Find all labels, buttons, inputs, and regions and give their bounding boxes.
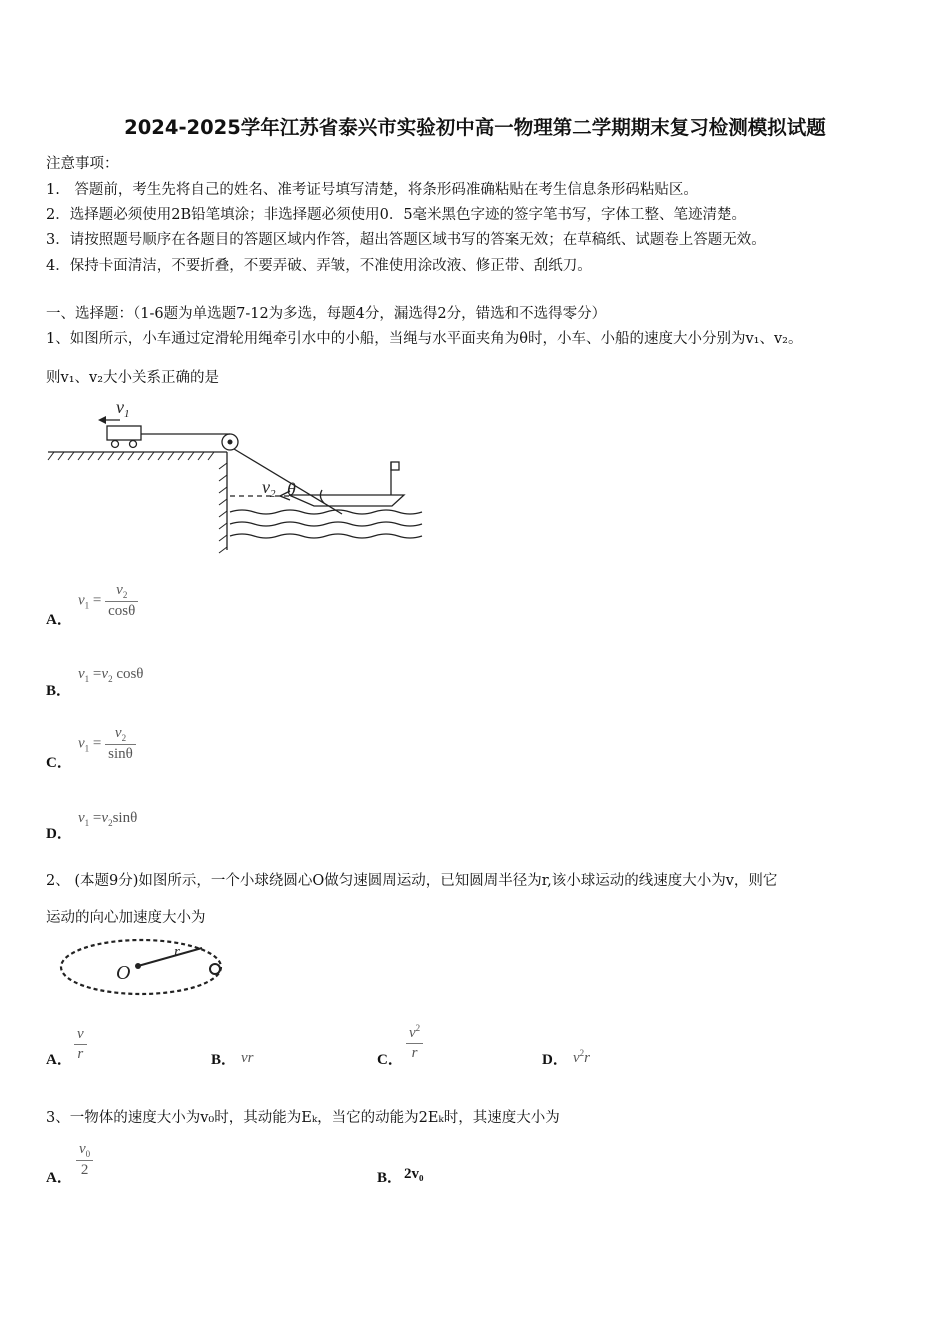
option-b-formula[interactable]: vr <box>241 1050 254 1066</box>
v1-label: v <box>116 397 124 417</box>
notice-item: 3．请按照题号顺序在各题目的答题区域内作答，超出答题区域书写的答案无效；在草稿纸、试题卷上答题无效。 <box>46 232 766 248</box>
option-c-formula[interactable]: $\frac{v^2}{r}$ <box>406 1023 423 1062</box>
svg-text:v1: $v_1$ <box>116 397 130 420</box>
option-b-formula[interactable]: 2v₀ <box>404 1166 424 1182</box>
option-label: B． <box>46 683 72 699</box>
option-d-formula[interactable]: $v_1 =v_2\sin\theta$ <box>78 810 138 828</box>
option-label: B． <box>377 1170 403 1186</box>
question-1-stem: 1、如图所示，小车通过定滑轮用绳牵引水中的小船，当绳与水平面夹角为θ时，小车、小船的速度大小分别为v₁、v₂。 <box>46 331 803 347</box>
option-a-formula[interactable]: $\frac{v_0}{2}$ <box>76 1141 93 1179</box>
notice-item: 4．保持卡面清洁，不要折叠，不要弄破、弄皱，不准使用涂改液、修正带、刮纸刀。 <box>46 258 592 274</box>
option-label: C． <box>46 755 72 771</box>
radius-label: r <box>174 944 180 960</box>
page-title: 2024-2025学年江苏省泰兴市实验初中高一物理第二学期期末复习检测模拟试题 <box>124 116 826 139</box>
option-a-formula[interactable]: $v_1$ = $\frac{v_2}{\cos\theta}$ <box>78 582 138 620</box>
notice-item: 1. 答题前，考生先将自己的姓名、准考证号填写清楚，将条形码准确粘贴在考生信息条形码粘贴区。 <box>46 182 698 198</box>
theta-label: θ <box>287 479 296 499</box>
option-c-formula[interactable]: $v_1$ = $\frac{v_2}{\sin\theta}$ <box>78 725 136 763</box>
v2-label: v <box>262 477 270 497</box>
section-heading: 一、选择题：（1-6题为单选题7-12为多选，每题4分，漏选得2分，错选和不选得零分） <box>46 306 607 322</box>
option-b-formula[interactable]: $v_1 =v_2$ cosθ <box>78 666 144 684</box>
option-d-formula[interactable]: $v^2r$ <box>573 1048 591 1066</box>
circular-motion-figure <box>54 935 234 1003</box>
question-3-stem: 3、一物体的速度大小为v₀时，其动能为Eₖ，当它的动能为2Eₖ时，其速度大小为 <box>46 1110 560 1126</box>
option-label: B． <box>211 1052 237 1068</box>
option-label: D． <box>46 826 72 842</box>
question-2-stem: 2、 (本题9分)如图所示，一个小球绕圆心O做匀速圆周运动，已知圆周半径为r,该小球运动的线速度大小为v，则它 <box>46 873 778 889</box>
notice-heading: 注意事项： <box>46 156 119 172</box>
option-label: D． <box>542 1052 568 1068</box>
option-label: A． <box>46 1052 72 1068</box>
center-label: O <box>116 962 131 984</box>
question-2-stem-cont: 运动的向心加速度大小为 <box>46 910 206 926</box>
svg-text:v2: $v_2$ <box>262 477 276 500</box>
question-1-stem-cont: 则v₁、v₂大小关系正确的是 <box>46 370 220 386</box>
pulley-boat-figure <box>44 395 434 555</box>
option-label: C． <box>377 1052 403 1068</box>
option-label: A． <box>46 612 72 628</box>
notice-item: 2．选择题必须使用2B铅笔填涂；非选择题必须使用0．5毫米黑色字迹的签字笔书写，字体工整、笔迹清楚。 <box>46 207 747 223</box>
option-a-formula[interactable]: $\frac{v}{r}$ <box>74 1026 87 1063</box>
option-label: A． <box>46 1170 72 1186</box>
